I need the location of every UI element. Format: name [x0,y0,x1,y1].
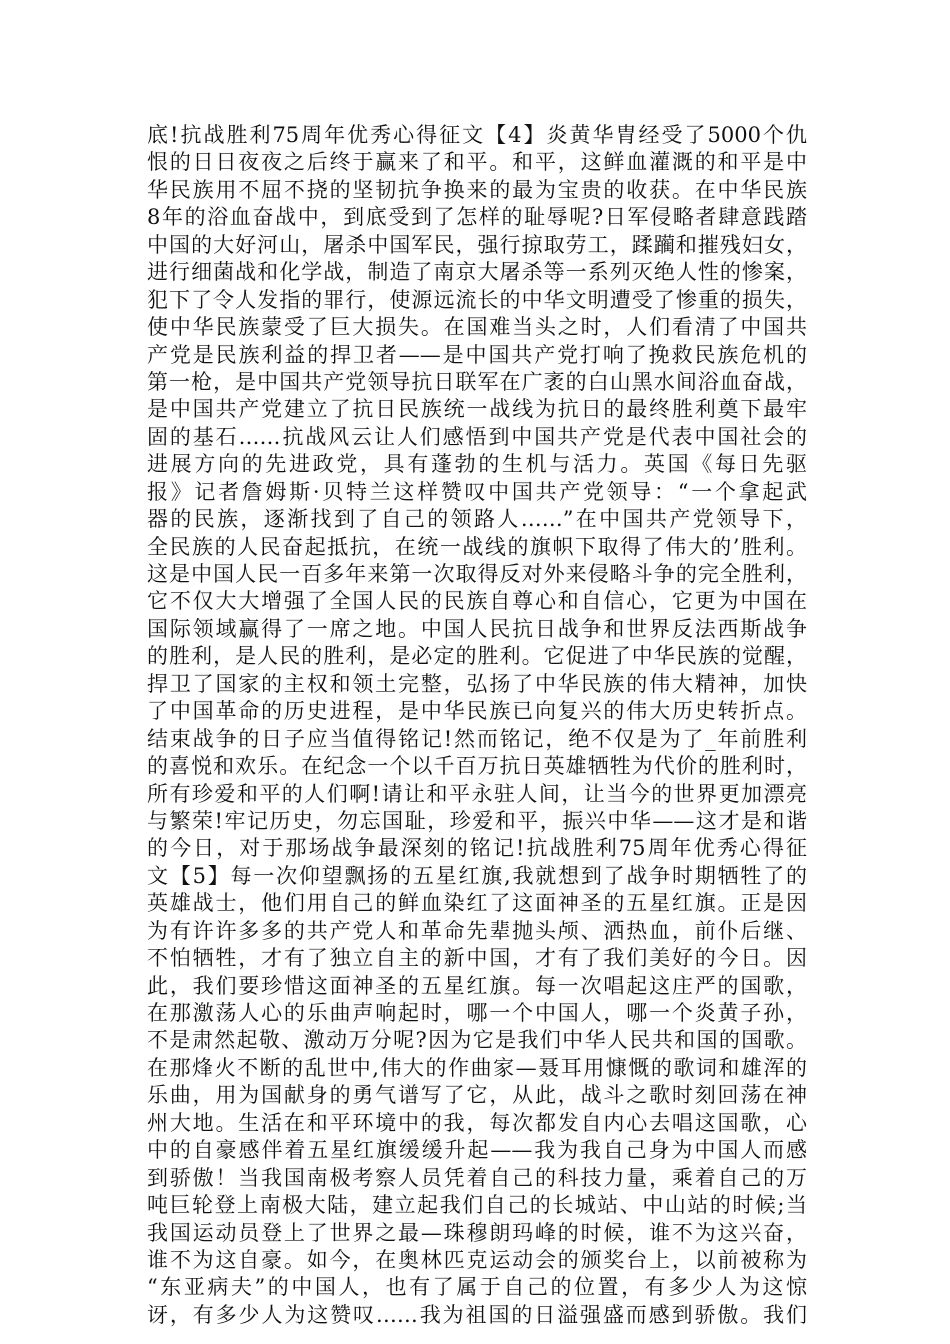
text-line: 不是肃然起敬、激动万分呢?因为它是我们中华人民共和国的国歌。 [147,1028,807,1053]
text-line: 的胜利，是人民的胜利，是必定的胜利。它促进了中华民族的觉醒， [147,644,807,669]
text-line: 吨巨轮登上南极大陆，建立起我们自己的长城站、中山站的时候;当 [147,1193,807,1218]
text-line: 中的自豪感伴着五星红旗缓缓升起——我为我自己身为中国人而感 [147,1138,807,1163]
text-line: 我国运动员登上了世界之最—珠穆朗玛峰的时候，谁不为这兴奋， [147,1220,807,1245]
text-line: 了中国革命的历史进程，是中华民族已向复兴的伟大历史转折点。 [147,699,807,724]
text-line: 在那激荡人心的乐曲声响起时，哪一个中国人，哪一个炎黄子孙， [147,1001,807,1025]
text-line: 使中华民族蒙受了巨大损失。在国难当头之时，人们看清了中国共 [147,315,807,340]
text-line: 犯下了令人发指的罪行，使源远流长的中华文明遭受了惨重的损失， [147,287,807,312]
text-line: 全民族的人民奋起抵抗，在统一战线的旗帜下取得了伟大的’胜利。 [147,534,807,559]
text-line: 8年的浴血奋战中，到底受到了怎样的耻辱呢?日军侵略者肆意践踏 [147,205,807,230]
text-line: 器的民族，逐渐找到了自己的领路人……”在中国共产党领导下， [147,507,807,532]
text-line: 文【5】每一次仰望飘扬的五星红旗,我就想到了战争时期牺牲了的 [147,863,807,888]
text-line: 这是中国人民一百多年来第一次取得反对外来侵略斗争的完全胜利， [147,562,807,586]
text-line: 是中国共产党建立了抗日民族统一战线为抗日的最终胜利奠下最牢 [147,397,807,422]
text-line: 州大地。生活在和平环境中的我，每次都发自内心去唱这国歌，心 [147,1110,807,1135]
text-line: 它不仅大大增强了全国人民的民族自尊心和自信心，它更为中国在 [147,589,807,614]
text-line: 国际领域赢得了一席之地。中国人民抗日战争和世界反法西斯战争 [147,616,807,641]
text-line: 谁不为这自豪。如今，在奥林匹克运动会的颁奖台上，以前被称为 [147,1247,807,1272]
text-line: 的喜悦和欢乐。在纪念一个以千百万抗日英雄牺牲为代价的胜利时， [147,754,807,779]
text-line: 的今日，对于那场战争最深刻的铭记!抗战胜利75周年优秀心得征 [147,836,807,861]
text-line: 与繁荣!牢记历史，勿忘国耻，珍爱和平，振兴中华——这才是和谐 [147,808,807,833]
text-line: 固的基石……抗战风云让人们感悟到中国共产党是代表中国社会的 [147,424,807,449]
body-text [147,122,807,1329]
text-line: 第一枪，是中国共产党领导抗日联军在广袤的白山黑水间浴血奋战， [147,369,807,394]
text-line: 此，我们要珍惜这面神圣的五星红旗。每一次唱起这庄严的国歌， [147,973,807,998]
text-line: 不怕牺牲，才有了独立自主的新中国，才有了我们美好的今日。因 [147,946,807,971]
text-line: 底!抗战胜利75周年优秀心得征文【4】炎黄华胄经受了5000个仇 [147,123,807,147]
text-line: 华民族用不屈不挠的坚韧抗争换来的最为宝贵的收获。在中华民族 [147,177,807,202]
text-line: 产党是民族利益的捍卫者——是中国共产党打响了挽救民族危机的 [147,342,807,367]
text-line: 进行细菌战和化学战，制造了南京大屠杀等一系列灭绝人性的惨案， [147,260,807,285]
text-line: 讶，有多少人为这赞叹……我为祖国的日溢强盛而感到骄傲。我们 [147,1302,807,1327]
text-line: “东亚病夫”的中国人，也有了属于自己的位置，有多少人为这惊 [147,1275,807,1300]
text-line: 结束战争的日子应当值得铭记!然而铭记，绝不仅是为了_年前胜利 [147,726,807,751]
text-line: 到骄傲！当我国南极考察人员凭着自己的科技力量，乘着自己的万 [147,1165,807,1190]
text-line: 捍卫了国家的主权和领土完整，弘扬了中华民族的伟大精神，加快 [147,671,807,696]
text-line: 在那烽火不断的乱世中,伟大的作曲家—聂耳用慷慨的歌词和雄浑的 [147,1055,807,1080]
text-line: 乐曲，用为国献身的勇气谱写了它，从此，战斗之歌时刻回荡在神 [147,1083,807,1108]
text-line: 中国的大好河山，屠杀中国军民，强行掠取劳工，蹂躏和摧残妇女， [147,232,807,257]
text-line: 英雄战士，他们用自己的鲜血染红了这面神圣的五星红旗。正是因 [147,891,807,916]
text-line: 进展方向的先进政党，具有蓬勃的生机与活力。英国《每日先驱 [147,452,807,477]
text-line: 恨的日日夜夜之后终于赢来了和平。和平，这鲜血灌溉的和平是中 [147,150,807,175]
text-line: 为有许许多多的共产党人和革命先辈抛头颅、洒热血，前仆后继、 [147,918,807,943]
text-line: 所有珍爱和平的人们啊!请让和平永驻人间，让当今的世界更加漂亮 [147,781,807,806]
text-line: 报》记者詹姆斯·贝特兰这样赞叹中国共产党领导：“一个拿起武 [147,479,807,504]
